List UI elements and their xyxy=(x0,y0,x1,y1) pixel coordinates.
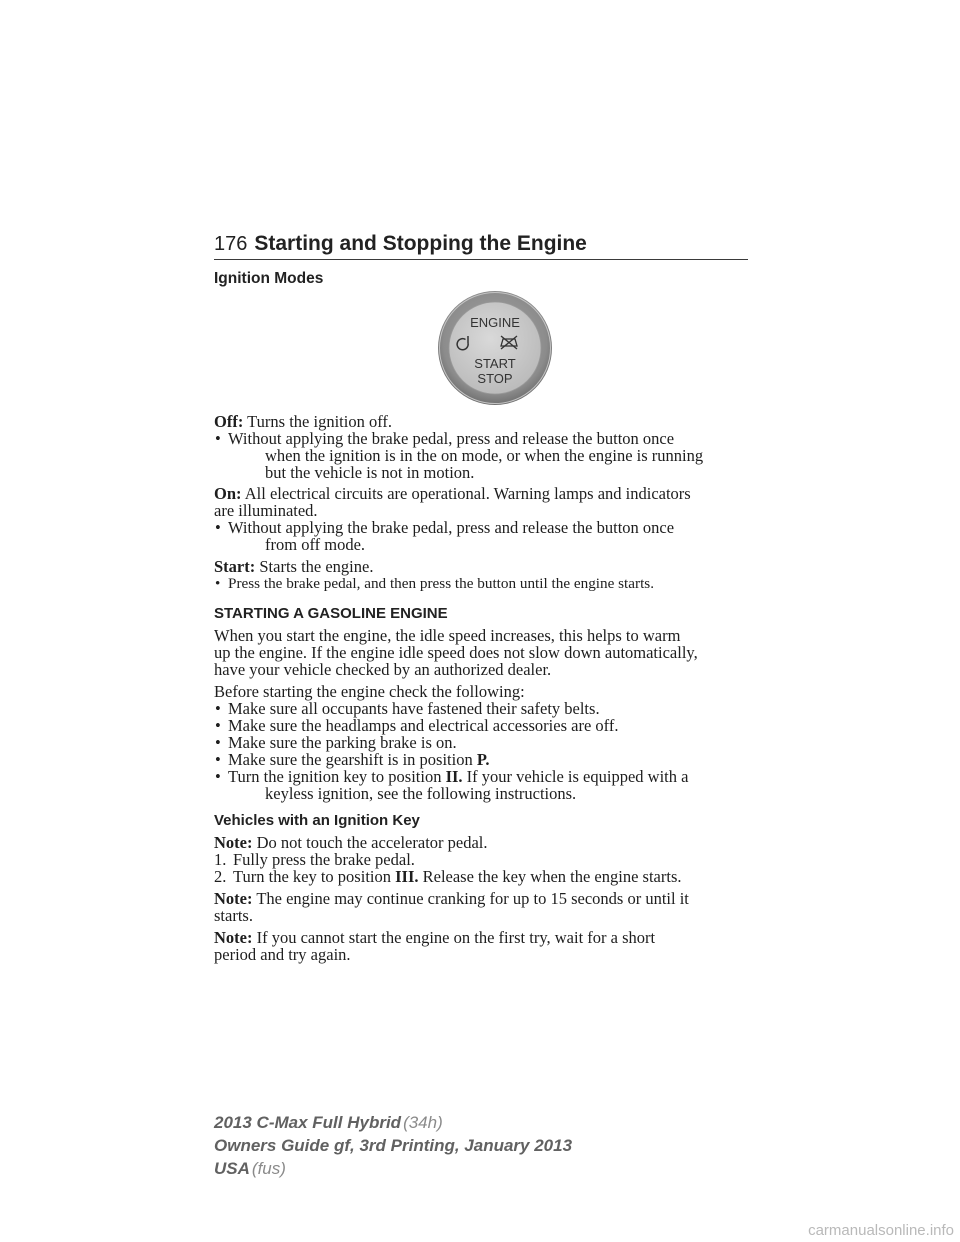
on-mode-description xyxy=(214,485,774,519)
checklist-item xyxy=(214,734,774,751)
bullet-text: Make sure the gearshift is in position xyxy=(228,750,473,769)
page-header xyxy=(214,228,748,260)
note-text: Do not touch the accelerator pedal. xyxy=(256,833,488,852)
note-text: If you cannot start the engine on the first try, wait for a short xyxy=(256,928,656,947)
step-item xyxy=(214,851,774,868)
bullet-line: when the ignition is in the on mode, or when the engine is running xyxy=(265,446,704,465)
paragraph-line: period and try again. xyxy=(214,945,351,964)
button-stop-label: STOP xyxy=(477,371,513,386)
start-mode-description xyxy=(214,558,774,575)
footer-model-line xyxy=(214,1111,572,1134)
checklist-item xyxy=(214,700,774,717)
paragraph-line xyxy=(214,890,774,907)
start-label: Start: xyxy=(214,557,256,576)
key-position-ii: II. xyxy=(445,767,463,786)
note xyxy=(214,929,774,963)
note-text: The engine may continue cranking for up to 15 seconds or until it xyxy=(256,889,689,908)
bullet-line: keyless ignition, see the following instructions. xyxy=(265,784,577,803)
note xyxy=(214,890,774,924)
gasoline-intro-paragraph xyxy=(214,627,774,678)
footer-edition: Owners Guide gf, 3rd Printing, January 2013 xyxy=(214,1136,573,1155)
off-mode-bullet xyxy=(214,430,774,481)
bullet-line: • Press the brake pedal, and then press the button until the engine starts. xyxy=(214,575,774,592)
on-text: All electrical circuits are operational. Warning lamps and indicators xyxy=(244,484,691,503)
gear-position-p: P. xyxy=(476,750,490,769)
bullet-text: Turn the ignition key to position xyxy=(228,767,442,786)
engine-start-stop-button-illustration xyxy=(437,290,553,406)
step-number: 2. xyxy=(214,867,227,886)
checklist-item xyxy=(214,751,774,768)
note-label: Note: xyxy=(214,928,253,947)
gasoline-engine-heading: STARTING A GASOLINE ENGINE xyxy=(214,605,448,622)
paragraph-line: are illuminated. xyxy=(214,501,318,520)
note xyxy=(214,834,774,851)
page-footer xyxy=(214,1111,572,1180)
off-label: Off: xyxy=(214,412,244,431)
bullet-line: • Without applying the brake pedal, press and release the button once xyxy=(214,430,774,447)
footer-model: 2013 C-Max Full Hybrid xyxy=(214,1113,402,1132)
off-mode-description xyxy=(214,413,774,430)
ignition-key-heading: Vehicles with an Ignition Key xyxy=(214,812,420,829)
bullet-text: If your vehicle is equipped with a xyxy=(466,767,689,786)
bullet-line: • Without applying the brake pedal, press and release the button once xyxy=(214,519,774,536)
off-text: Turns the ignition off. xyxy=(247,412,393,431)
step-item xyxy=(214,868,774,885)
paragraph-line: up the engine. If the engine idle speed does not slow down automatically, xyxy=(214,643,698,662)
key-position-iii: III. xyxy=(395,867,419,886)
paragraph-line: When you start the engine, the idle speed increases, this helps to warm xyxy=(214,626,681,645)
button-start-label: START xyxy=(474,356,516,371)
ignition-modes-heading: Ignition Modes xyxy=(214,270,324,287)
bullet-line xyxy=(214,751,774,768)
checklist-item xyxy=(214,768,774,802)
checklist-item xyxy=(214,717,774,734)
step-text: Turn the key to position xyxy=(233,867,391,886)
footer-model-code: (34h) xyxy=(403,1113,443,1132)
body-text xyxy=(214,413,774,963)
footer-market-line xyxy=(214,1157,572,1180)
bullet-line: • Make sure the headlamps and electrical accessories are off. xyxy=(214,717,774,734)
bullet-line: but the vehicle is not in motion. xyxy=(265,463,475,482)
paragraph-line: have your vehicle checked by an authorized dealer. xyxy=(214,660,552,679)
chapter-title: Starting and Stopping the Engine xyxy=(254,232,587,255)
checklist-intro: Before starting the engine check the following: xyxy=(214,682,525,701)
note-label: Note: xyxy=(214,833,253,852)
start-text: Starts the engine. xyxy=(259,557,374,576)
footer-market-code: (fus) xyxy=(251,1159,286,1178)
footer-market: USA xyxy=(214,1159,250,1178)
paragraph-line: starts. xyxy=(214,906,253,925)
step-text: Fully press the brake pedal. xyxy=(233,850,415,869)
footer-edition-line xyxy=(214,1134,572,1157)
site-watermark: carmanualsonline.info xyxy=(808,1222,954,1239)
bullet-line: • Make sure the parking brake is on. xyxy=(214,734,774,751)
bullet-line: from off mode. xyxy=(265,535,366,554)
step-number: 1. xyxy=(214,850,227,869)
step-text: Release the key when the engine starts. xyxy=(422,867,682,886)
paragraph-line xyxy=(214,485,774,502)
on-label: On: xyxy=(214,484,242,503)
note-label: Note: xyxy=(214,889,253,908)
paragraph-line xyxy=(214,929,774,946)
page-number: 176 xyxy=(214,233,248,255)
on-mode-bullet xyxy=(214,519,774,553)
start-mode-bullet xyxy=(214,575,774,592)
bullet-line: • Make sure all occupants have fastened their safety belts. xyxy=(214,700,774,717)
button-engine-label: ENGINE xyxy=(470,315,520,330)
bullet-line xyxy=(214,768,774,785)
